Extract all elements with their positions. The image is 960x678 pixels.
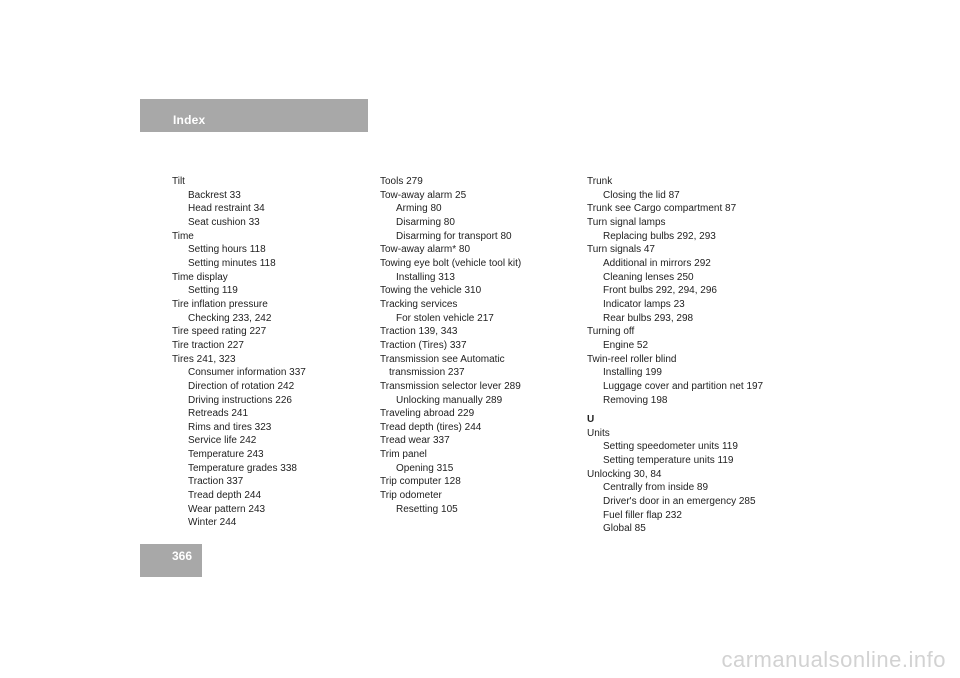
index-entry: Head restraint 34 (188, 203, 265, 215)
index-entry: Temperature 243 (188, 449, 264, 461)
index-column-2 (380, 175, 580, 516)
index-entry: Tread depth (tires) 244 (380, 421, 482, 433)
index-entry: Driving instructions 226 (188, 394, 292, 406)
index-entry: Engine 52 (603, 339, 649, 351)
index-entry: Setting speedometer units 119 (603, 441, 738, 453)
index-entry: Towing eye bolt (vehicle tool kit) (380, 257, 522, 269)
index-entry: Rear bulbs 293, 298 (603, 312, 694, 324)
index-entry: Units (587, 427, 610, 439)
section-header-bar (140, 99, 368, 132)
index-entry: Disarming for transport 80 (396, 230, 512, 242)
index-entry: Time (172, 230, 194, 242)
index-entry: Towing the vehicle 310 (380, 285, 482, 297)
index-entry: Consumer information 337 (188, 367, 306, 379)
index-letter-heading: U (587, 414, 595, 426)
index-entry: Front bulbs 292, 294, 296 (603, 285, 717, 297)
index-entry: Additional in mirrors 292 (603, 257, 711, 269)
index-entry: Setting hours 118 (188, 244, 266, 256)
index-entry: Turning off (587, 326, 635, 338)
index-entry: Traveling abroad 229 (380, 408, 475, 420)
index-entry: Tread depth 244 (188, 490, 262, 502)
index-entry: Indicator lamps 23 (603, 298, 685, 310)
index-entry: Cleaning lenses 250 (603, 271, 694, 283)
index-entry: Tread wear 337 (380, 435, 450, 447)
index-entry: Twin-reel roller blind (587, 353, 677, 365)
index-entry: Tire traction 227 (172, 339, 244, 351)
index-entry: Resetting 105 (396, 503, 458, 515)
index-entry: Tracking services (380, 298, 458, 310)
page-number-box (140, 544, 202, 577)
index-entry: Trunk (587, 176, 613, 187)
index-entry: Transmission selector lever 289 (380, 380, 521, 392)
watermark: carmanualsonline.info (721, 647, 946, 672)
index-entry: Rims and tires 323 (188, 421, 272, 433)
index-column-1 (172, 175, 372, 530)
index-entry: Arming 80 (396, 203, 442, 215)
index-entry: Centrally from inside 89 (603, 482, 709, 494)
index-entry: Retreads 241 (188, 408, 249, 420)
index-entry: For stolen vehicle 217 (396, 312, 494, 324)
index-entry: Setting 119 (188, 285, 238, 297)
index-entry: Installing 313 (396, 271, 455, 283)
index-entry: Unlocking 30, 84 (587, 468, 662, 480)
index-entry: Driver's door in an emergency 285 (603, 496, 756, 508)
index-entry: Setting temperature units 119 (603, 455, 734, 467)
index-entry: Backrest 33 (188, 189, 241, 201)
index-entry: Turn signals 47 (587, 244, 655, 256)
index-entry: Temperature grades 338 (188, 462, 297, 474)
page-number: 366 (172, 549, 193, 563)
index-entry: Tow-away alarm 25 (380, 189, 467, 201)
index-entry: Opening 315 (396, 462, 454, 474)
index-entry: Wear pattern 243 (188, 503, 266, 515)
index-column-3 (587, 175, 807, 536)
section-title: Index (173, 113, 206, 127)
index-entry: Trunk see Cargo compartment 87 (587, 203, 737, 215)
index-entry: Trip computer 128 (380, 476, 461, 488)
index-entry: transmission 237 (389, 367, 465, 379)
index-entry: Service life 242 (188, 435, 257, 447)
index-entry: Traction (Tires) 337 (380, 339, 467, 351)
index-entry: Tilt (172, 176, 185, 187)
index-entry: Replacing bulbs 292, 293 (603, 230, 716, 242)
index-entry: Tire inflation pressure (172, 298, 268, 310)
index-entry: Tires 241, 323 (172, 353, 236, 365)
index-entry: Tools 279 (380, 176, 423, 187)
index-entry: Traction 139, 343 (380, 326, 458, 338)
index-entry: Fuel filler flap 232 (603, 509, 682, 521)
index-entry: Removing 198 (603, 394, 668, 406)
index-entry: Global 85 (603, 523, 646, 535)
index-entry: Tire speed rating 227 (172, 326, 267, 338)
index-entry: Seat cushion 33 (188, 216, 260, 228)
index-entry: Setting minutes 118 (188, 257, 276, 269)
index-entry: Closing the lid 87 (603, 189, 680, 201)
index-entry: Turn signal lamps (587, 216, 666, 228)
index-entry: Transmission see Automatic (380, 353, 505, 365)
index-entry: Luggage cover and partition net 197 (603, 380, 764, 392)
index-entry: Tow-away alarm* 80 (380, 244, 471, 256)
index-entry: Traction 337 (188, 476, 244, 488)
index-entry: Installing 199 (603, 367, 662, 379)
index-entry: Winter 244 (188, 517, 237, 529)
index-entry: Trip odometer (380, 490, 442, 502)
index-entry: Time display (172, 271, 228, 283)
index-entry: Disarming 80 (396, 216, 455, 228)
index-entry: Trim panel (380, 449, 427, 461)
index-entry: Direction of rotation 242 (188, 380, 295, 392)
index-entry: Checking 233, 242 (188, 312, 272, 324)
index-entry: Unlocking manually 289 (396, 394, 503, 406)
